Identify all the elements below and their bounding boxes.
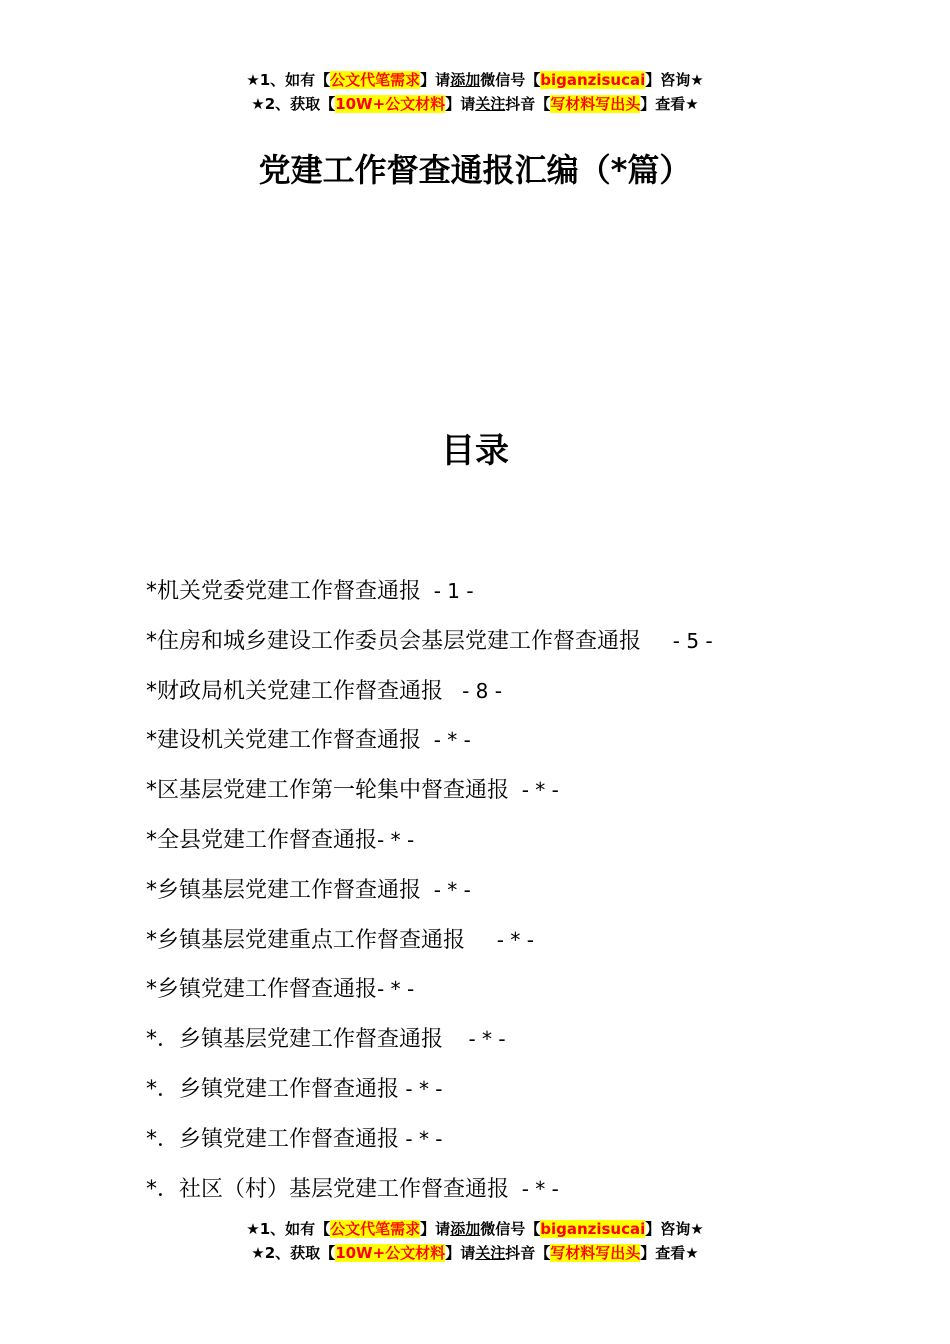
banner-line-2 xyxy=(0,1241,950,1265)
toc-entry-page: - * - xyxy=(399,1126,443,1151)
toc-entry[interactable] xyxy=(146,1170,906,1220)
toc-entry[interactable] xyxy=(146,721,906,771)
banner-text: 】请 xyxy=(420,71,451,89)
toc-entry-label: *．乡镇党建工作督查通报 xyxy=(146,1076,400,1102)
toc-entry[interactable] xyxy=(146,1020,906,1070)
toc-entry-label: *乡镇党建工作督查通报 xyxy=(146,977,378,1003)
toc-entry-label: *财政局机关党建工作督查通报 xyxy=(146,678,444,704)
banner-highlight: 10W+公文材料 xyxy=(335,1244,446,1262)
toc-entry-page: - * - xyxy=(465,927,534,952)
toc-entry-page: - * - xyxy=(399,1076,443,1101)
banner-highlight: 公文代笔需求 xyxy=(330,1220,421,1238)
banner-text: 】查看★ xyxy=(640,1244,699,1262)
banner-highlight: biganzisucai xyxy=(540,71,646,89)
banner-highlight: biganzisucai xyxy=(540,1220,646,1238)
banner-text: ★2、获取【 xyxy=(251,95,336,113)
toc-entry[interactable] xyxy=(146,921,906,971)
banner-highlight: 10W+公文材料 xyxy=(335,95,446,113)
banner-underline: 关注 xyxy=(475,95,506,113)
banner-text: 微信号【 xyxy=(480,71,541,89)
banner-text: 】咨询★ xyxy=(645,1220,704,1238)
toc-entry[interactable] xyxy=(146,821,906,871)
toc-entry-page: - * - xyxy=(421,728,471,753)
banner-text: 】请 xyxy=(420,1220,451,1238)
toc-entry-page: - * - xyxy=(509,778,559,803)
toc-entry-label: *．乡镇党建工作督查通报 xyxy=(146,1126,400,1152)
banner-underline: 关注 xyxy=(475,1244,506,1262)
banner-line-1 xyxy=(0,1217,950,1241)
toc-entry-label: *机关党委党建工作督查通报 xyxy=(146,579,422,604)
banner-text: ★1、如有【 xyxy=(246,71,331,89)
banner-underline: 添加 xyxy=(450,1220,481,1238)
banner-line-1 xyxy=(0,68,950,92)
toc-entry[interactable] xyxy=(146,622,906,672)
banner-text: 抖音【 xyxy=(505,95,551,113)
toc-entry[interactable] xyxy=(146,1070,906,1120)
toc-entry[interactable] xyxy=(146,871,906,921)
toc-entry-page: - * - xyxy=(377,827,415,852)
toc-entry-page: - * - xyxy=(443,1027,506,1052)
banner-highlight: 公文代笔需求 xyxy=(330,71,421,89)
table-of-contents xyxy=(146,572,906,1219)
banner-text: 】查看★ xyxy=(640,95,699,113)
toc-entry[interactable] xyxy=(146,672,906,722)
toc-heading: 目录 xyxy=(441,431,509,471)
toc-entry[interactable] xyxy=(146,572,906,622)
banner-text: ★2、获取【 xyxy=(251,1244,336,1262)
toc-entry-label: *乡镇基层党建重点工作督查通报 xyxy=(146,927,466,953)
banner-highlight: 写材料写出头 xyxy=(550,95,641,113)
toc-entry-label: *建设机关党建工作督查通报 xyxy=(146,728,422,754)
bottom-banner xyxy=(0,1217,950,1265)
toc-entry[interactable] xyxy=(146,970,906,1020)
toc-entry-page: - 1 - xyxy=(421,579,474,603)
toc-entry-label: *．社区（村）基层党建工作督查通报 xyxy=(146,1176,510,1202)
toc-entry-label: *全县党建工作督查通报 xyxy=(146,827,378,853)
banner-text: 】请 xyxy=(445,1244,476,1262)
toc-entry-label: *区基层党建工作第一轮集中督查通报 xyxy=(146,778,510,804)
toc-entry[interactable] xyxy=(146,771,906,821)
toc-entry-page: - * - xyxy=(509,1176,559,1201)
banner-underline: 添加 xyxy=(450,71,481,89)
toc-entry-label: *住房和城乡建设工作委员会基层党建工作督查通报 xyxy=(146,628,642,654)
toc-entry[interactable] xyxy=(146,1120,906,1170)
banner-text: 抖音【 xyxy=(505,1244,551,1262)
banner-text: ★1、如有【 xyxy=(246,1220,331,1238)
document-title: 党建工作督查通报汇编（*篇） xyxy=(258,151,692,189)
top-banner xyxy=(0,68,950,116)
toc-entry-page: - 8 - xyxy=(443,678,502,703)
banner-highlight: 写材料写出头 xyxy=(550,1244,641,1262)
toc-entry-page: - * - xyxy=(421,877,471,902)
banner-line-2 xyxy=(0,92,950,116)
toc-entry-label: *．乡镇基层党建工作督查通报 xyxy=(146,1027,444,1053)
toc-entry-page: - * - xyxy=(377,977,415,1002)
banner-text: 】请 xyxy=(445,95,476,113)
toc-entry-label: *乡镇基层党建工作督查通报 xyxy=(146,877,422,903)
banner-text: 微信号【 xyxy=(480,1220,541,1238)
banner-text: 】咨询★ xyxy=(645,71,704,89)
toc-entry-page: - 5 - xyxy=(641,628,713,653)
